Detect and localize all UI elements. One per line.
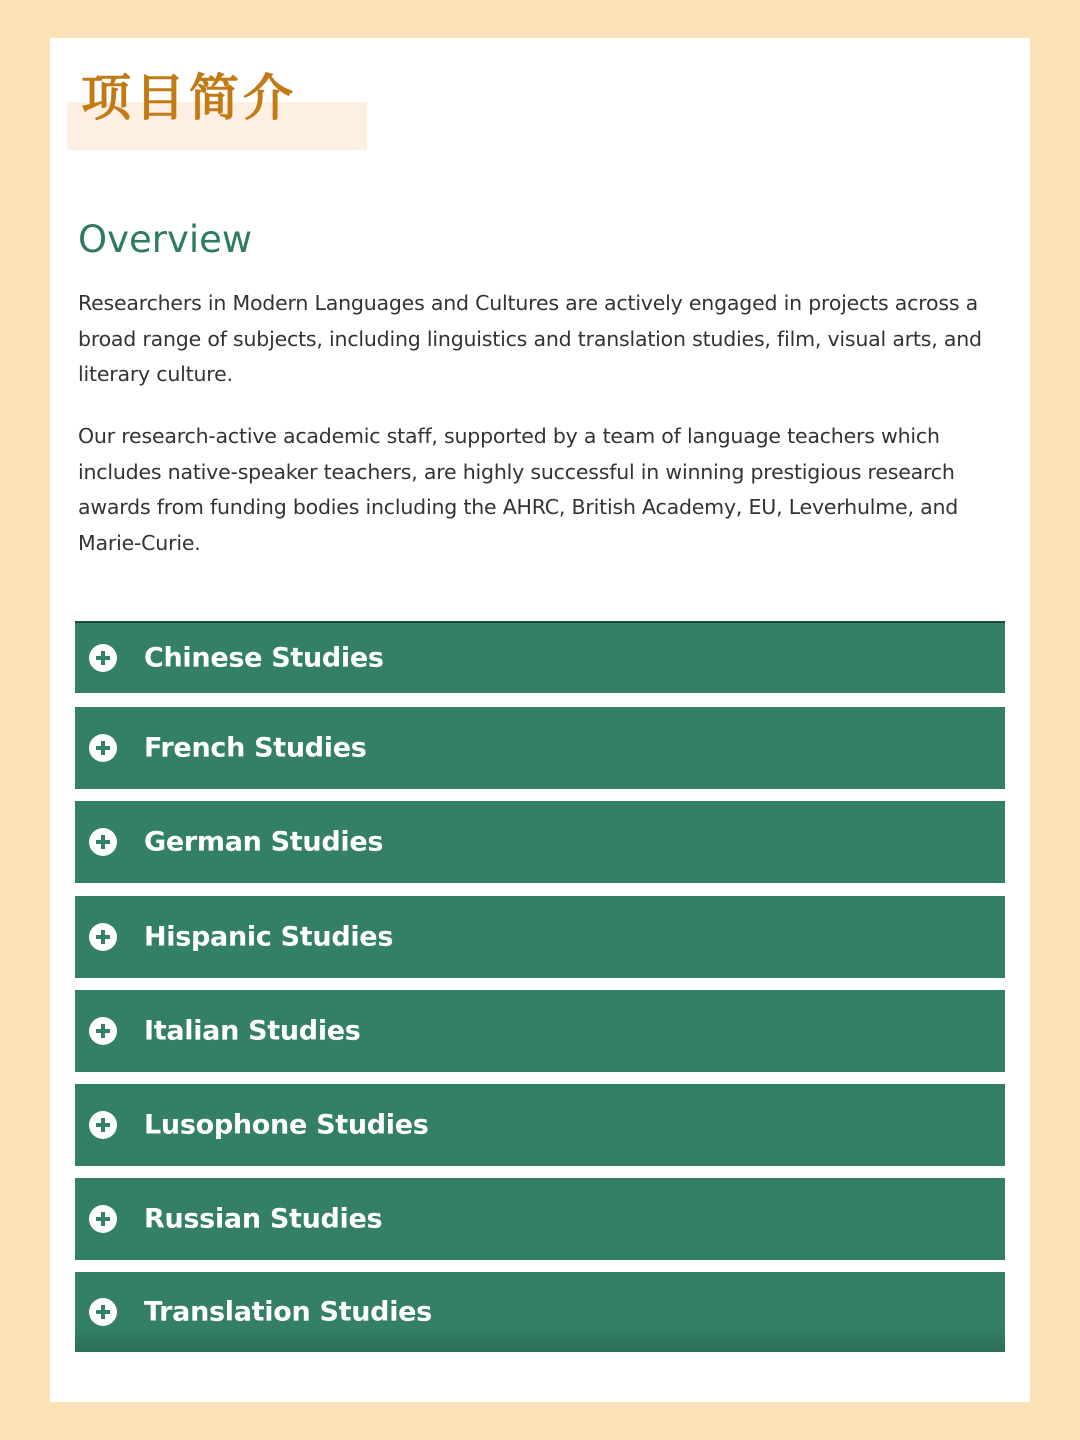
accordion-item-label: Italian Studies	[144, 1015, 361, 1047]
plus-circle-icon[interactable]	[89, 1111, 117, 1139]
plus-circle-icon[interactable]	[89, 1205, 117, 1233]
plus-circle-icon[interactable]	[89, 734, 117, 762]
page-title: 项目简介	[81, 69, 297, 127]
overview-paragraph: Our research-active academic staff, supported by a team of language teachers which includes native-speaker teachers, are highly successful in winning prestigious research awards from funding bodies including the AHRC, British Academy, EU, Leverhulme, and Marie-Curie.	[78, 424, 959, 555]
accordion-item-french-studies[interactable]	[75, 707, 1005, 789]
accordion-item-russian-studies[interactable]	[75, 1178, 1005, 1260]
accordion-item-label: French Studies	[144, 732, 367, 764]
plus-circle-icon[interactable]	[89, 1298, 117, 1326]
overview-paragraph: Researchers in Modern Languages and Cultures are actively engaged in projects across a broad range of subjects, including linguistics and translation studies, film, visual arts, and literary culture.	[78, 291, 982, 386]
accordion-item-german-studies[interactable]	[75, 801, 1005, 883]
accordion-item-label: Hispanic Studies	[144, 921, 394, 953]
accordion-item-hispanic-studies[interactable]	[75, 896, 1005, 978]
accordion-item-chinese-studies[interactable]	[75, 621, 1005, 693]
content-card	[50, 38, 1030, 1402]
accordion-item-label: German Studies	[144, 826, 384, 858]
overview-heading: Overview	[78, 218, 253, 261]
accordion-item-translation-studies[interactable]	[75, 1272, 1005, 1352]
title-block	[67, 66, 367, 152]
accordion-item-lusophone-studies[interactable]	[75, 1084, 1005, 1166]
accordion-item-label: Chinese Studies	[144, 642, 384, 674]
plus-circle-icon[interactable]	[89, 828, 117, 856]
accordion-item-label: Lusophone Studies	[144, 1109, 429, 1141]
plus-circle-icon[interactable]	[89, 1017, 117, 1045]
plus-circle-icon[interactable]	[89, 644, 117, 672]
studies-accordion	[75, 621, 1005, 1351]
accordion-item-italian-studies[interactable]	[75, 990, 1005, 1072]
accordion-item-label: Translation Studies	[144, 1296, 432, 1328]
plus-circle-icon[interactable]	[89, 923, 117, 951]
accordion-item-label: Russian Studies	[144, 1203, 383, 1235]
